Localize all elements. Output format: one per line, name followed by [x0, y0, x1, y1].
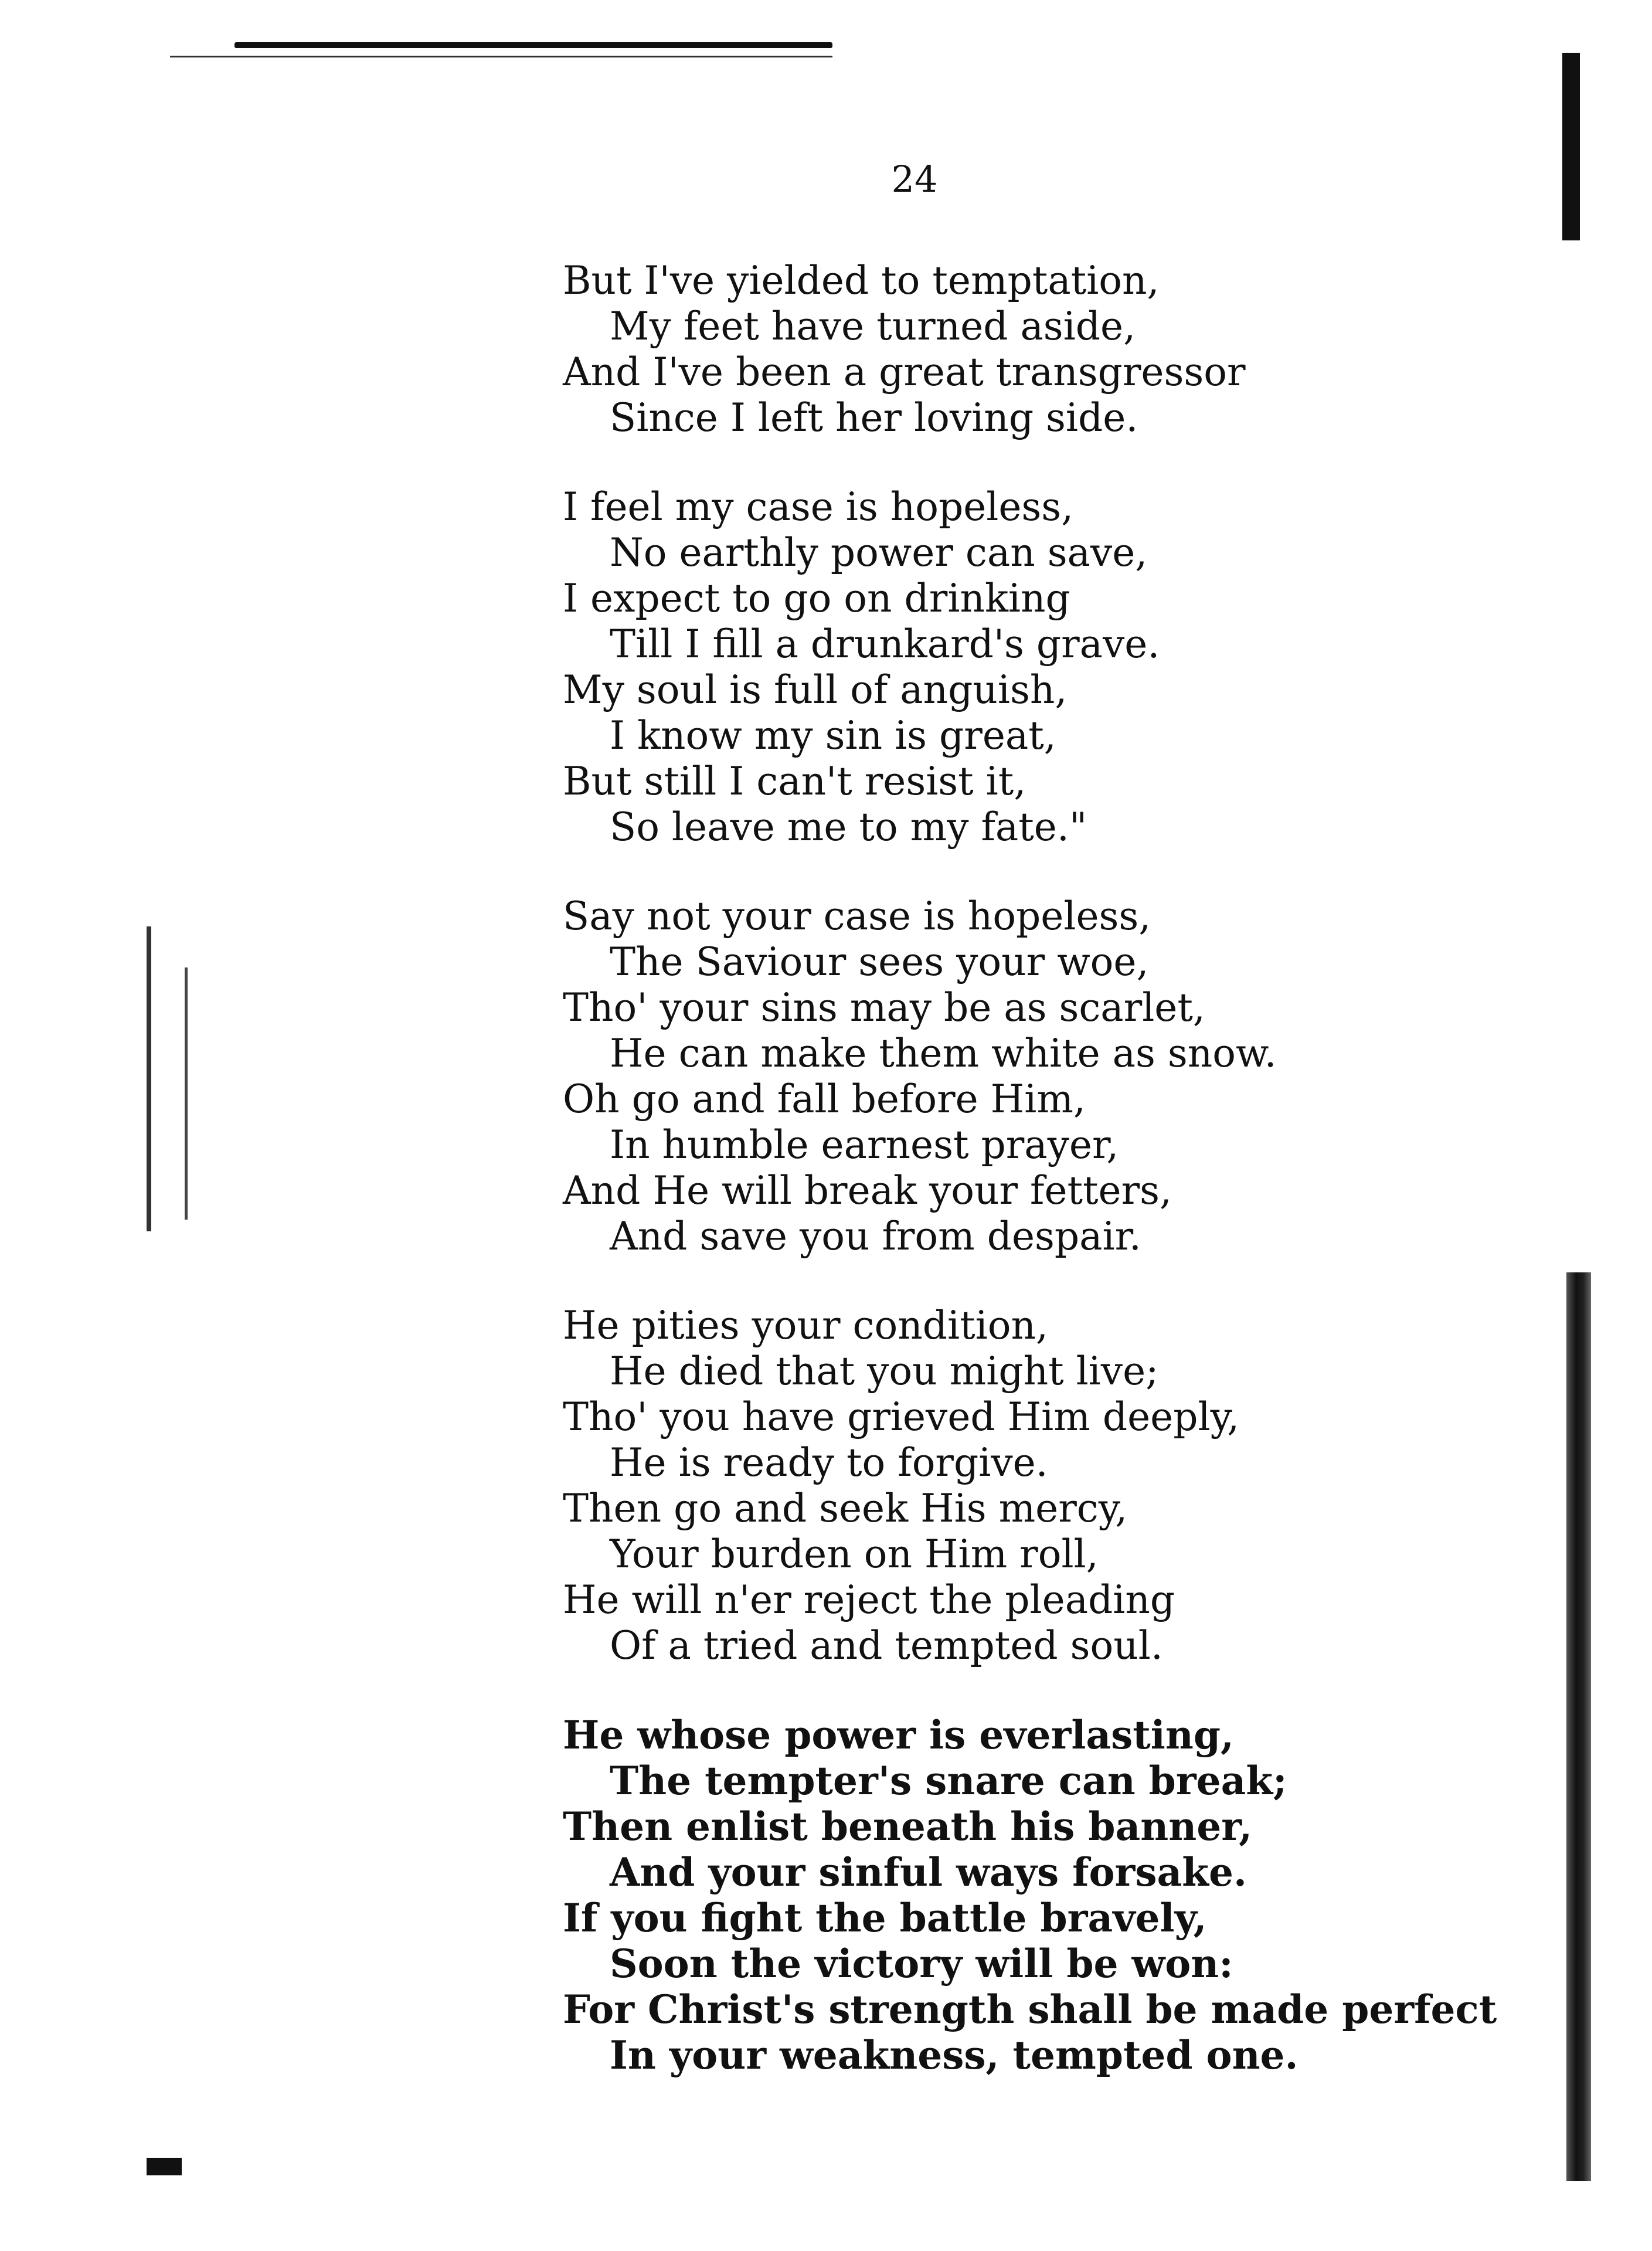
poem-line: So leave me to my fate." — [610, 804, 1087, 850]
poem-line: Then go and seek His mercy, — [563, 1486, 1128, 1531]
poem-line: In your weakness, tempted one. — [610, 2032, 1299, 2078]
left-margin-scan-mark-2 — [185, 967, 188, 1220]
poem-line: I know my sin is great, — [610, 713, 1056, 758]
poem-line: And I've been a great transgressor — [563, 349, 1246, 395]
poem-line: The Saviour sees your woe, — [610, 939, 1149, 984]
poem-line: No earthly power can save, — [610, 530, 1148, 575]
poem-line: Till I fill a drunkard's grave. — [610, 622, 1160, 667]
poem-line: My feet have turned aside, — [610, 304, 1136, 349]
poem-line: Since I left her loving side. — [610, 395, 1138, 440]
poem-line: The tempter's snare can break; — [610, 1758, 1287, 1804]
poem-line: Soon the victory will be won: — [610, 1941, 1233, 1987]
poem-line: He will n'er reject the pleading — [563, 1577, 1175, 1622]
poem-line: Of a tried and tempted soul. — [610, 1623, 1163, 1668]
poem-line: And save you from despair. — [610, 1214, 1141, 1259]
poem-line: Your burden on Him roll, — [610, 1532, 1099, 1577]
page-number: 24 — [891, 158, 938, 201]
poem-line: I feel my case is hopeless, — [563, 484, 1074, 529]
poem-line: Oh go and fall before Him, — [563, 1077, 1086, 1122]
poem-line: He is ready to forgive. — [610, 1440, 1048, 1485]
right-margin-binding-shadow — [1566, 1272, 1591, 2181]
poem-line: I expect to go on drinking — [563, 576, 1070, 621]
poem-line: Tho' your sins may be as scarlet, — [563, 985, 1205, 1030]
poem-line: If you fight the battle bravely, — [563, 1895, 1207, 1941]
poem-line: Say not your case is hopeless, — [563, 894, 1151, 939]
poem-line: Tho' you have grieved Him deeply, — [563, 1394, 1240, 1439]
stanza — [563, 894, 1442, 1259]
poem-line: But I've yielded to temptation, — [563, 258, 1160, 303]
poem-line: My soul is full of anguish, — [563, 667, 1068, 712]
top-scan-line — [170, 56, 832, 57]
stanza — [563, 484, 1442, 850]
stanza — [563, 1303, 1442, 1669]
poem-line: And He will break your fetters, — [563, 1168, 1172, 1213]
poem-line: He can make them white as snow. — [610, 1031, 1277, 1076]
corner-ink-blot — [147, 2158, 182, 2175]
stanza — [563, 258, 1442, 441]
right-margin-scan-mark — [1562, 53, 1580, 240]
stanza — [563, 1712, 1497, 2078]
poem-line: And your sinful ways forsake. — [610, 1849, 1247, 1895]
poem-line: Then enlist beneath his banner, — [563, 1804, 1253, 1849]
poem-line: He whose power is everlasting, — [563, 1712, 1234, 1758]
left-margin-scan-mark — [147, 926, 151, 1231]
poem-line: He died that you might live; — [610, 1349, 1159, 1394]
poem-body — [563, 258, 1497, 2121]
top-rule — [234, 42, 832, 48]
poem-line: But still I can't resist it, — [563, 759, 1026, 804]
poem-line: In humble earnest prayer, — [610, 1122, 1119, 1167]
poem-line: He pities your condition, — [563, 1303, 1048, 1348]
poem-line: For Christ's strength shall be made perfect — [563, 1987, 1497, 2032]
